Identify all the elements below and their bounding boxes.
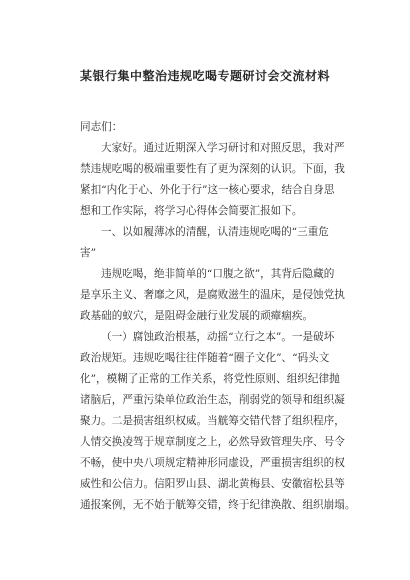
- paragraph-line: 大家好。通过近期深入学习研讨和对照反思，我对严: [101, 142, 345, 154]
- paragraph-political: [80, 327, 356, 516]
- paragraph-line: 紧扣“内化于心、外化于行”这一核心要求，结合自身思: [80, 184, 335, 196]
- paragraph-line: 政治规矩。违规吃喝往往伴随着“圈子文化”、“码头文: [80, 352, 330, 364]
- paragraph-line: 想和工作实际，将学习心得体会简要汇报如下。: [80, 205, 303, 217]
- document-title: 某银行集中整治违规吃喝专题研讨会交流材料: [79, 69, 330, 83]
- paragraph-line: 不畅，使中央八项规定精神形同虚设，严重损害组织的权: [80, 457, 345, 469]
- paragraph-line: 人情交换凌驾于规章制度之上，必然导致管理失序、号令: [80, 436, 345, 448]
- heading-line: 一、以如履薄冰的清醒，认清违规吃喝的“三重危: [101, 226, 329, 238]
- paragraph-intro: [80, 138, 345, 222]
- paragraph-line: （一）腐蚀政治根基，动摇“立行之本”。一是破坏: [101, 331, 335, 343]
- paragraph-line: 违规吃喝，绝非简单的“口腹之欲”，其背后隐藏的: [101, 268, 335, 280]
- salutation: [80, 117, 342, 138]
- paragraph-line: 是享乐主义、奢靡之风，是腐败滋生的温床，是侵蚀党执: [80, 289, 345, 301]
- paragraph-line: 聚力。二是损害组织权威。当觥筹交错代替了组织程序，: [80, 415, 345, 427]
- heading-line: 害”: [80, 247, 97, 259]
- paragraph-line: 政基础的蚁穴，是阻碍金融行业发展的顽瘴痼疾。: [80, 310, 314, 322]
- paragraph-line: 通报案例，无不始于觥筹交错，终于纪律涣散、组织崩塌。: [80, 499, 356, 511]
- section-heading: [80, 222, 342, 264]
- paragraph-line: 威性和公信力。信阳罗山县、湖北黄梅县、安徽宿松县等: [80, 478, 345, 490]
- paragraph-harms: [80, 264, 345, 327]
- salutation-text: 同志们：: [80, 121, 123, 133]
- paragraph-line: 禁违规吃喝的极端重要性有了更为深刻的认识。下面，我: [80, 163, 345, 175]
- paragraph-line: 诸脑后，严重污染单位政治生态，削弱党的领导和组织凝: [80, 394, 345, 406]
- paragraph-line: 化”，模糊了正常的工作关系，将党性原则、组织纪律抛: [80, 373, 340, 385]
